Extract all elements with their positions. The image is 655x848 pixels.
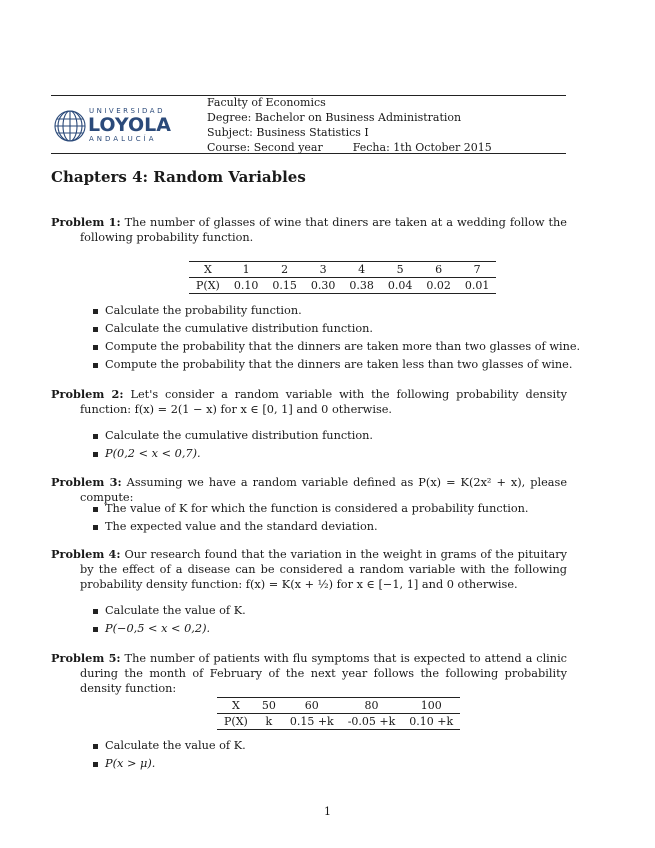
problem-label: Problem 2: xyxy=(51,387,124,401)
table-cell: P(X) xyxy=(217,714,255,730)
problem-3-bullets xyxy=(92,500,529,536)
problem-4-bullets xyxy=(92,602,246,638)
chapter-title: Chapters 4: Random Variables xyxy=(51,168,306,186)
logo-line2: LOYOLA xyxy=(88,114,171,136)
table-cell: 4 xyxy=(342,262,381,278)
problem-label: Problem 4: xyxy=(51,547,121,561)
header-info xyxy=(207,95,492,155)
list-item: Compute the probability that the dinners are taken less than two glasses of wine. xyxy=(92,356,580,374)
course-line xyxy=(207,140,492,155)
table-cell: 0.04 xyxy=(381,278,420,294)
table-cell: 0.38 xyxy=(342,278,381,294)
table-cell: 0.15 +k xyxy=(283,714,341,730)
problem-2-bullets xyxy=(92,427,373,463)
table-cell: 3 xyxy=(304,262,343,278)
table-cell: 1 xyxy=(227,262,266,278)
degree-line: Degree: Bachelor on Business Administration xyxy=(207,111,462,124)
problem-text: The number of patients with flu symptoms that is expected to attend a clinic during the month of February of the next year follows the following probability density function: xyxy=(80,652,568,695)
faculty-line: Faculty of Economics xyxy=(207,96,326,109)
problem-text: Assuming we have a random variable defined as P(x) = K(2x² + x), please compute: xyxy=(80,476,568,504)
table-row xyxy=(217,698,460,714)
table-cell: P(X) xyxy=(189,278,227,294)
table-cell: 50 xyxy=(255,698,283,714)
problem-text: Let's consider a random variable with the following probability density function: f(x) = 2(1 − x) for x ∈ [0, 1] and 0 otherwise. xyxy=(80,388,567,416)
list-item: P(−0,5 < x < 0,2). xyxy=(92,620,246,638)
table-row xyxy=(189,262,496,278)
table-cell: 0.10 +k xyxy=(402,714,460,730)
list-item: Calculate the cumulative distribution function. xyxy=(92,427,373,445)
table-cell: X xyxy=(217,698,255,714)
table-cell: 7 xyxy=(458,262,497,278)
table-cell: X xyxy=(189,262,227,278)
table-cell: 80 xyxy=(341,698,403,714)
problem-1 xyxy=(51,215,567,245)
problem-text: The number of glasses of wine that diners are taken at a wedding follow the following probability function. xyxy=(80,216,567,244)
problem-5-bullets xyxy=(92,737,246,773)
problem-2 xyxy=(51,387,567,417)
probability-table-5 xyxy=(217,697,460,730)
table-cell: 5 xyxy=(381,262,420,278)
problem-4 xyxy=(51,547,567,592)
problem-label: Problem 3: xyxy=(51,475,122,489)
logo-line1: UNIVERSIDAD xyxy=(89,107,165,115)
table-row xyxy=(217,714,460,730)
table-row xyxy=(189,278,496,294)
problem-5 xyxy=(51,651,567,696)
list-item: Calculate the probability function. xyxy=(92,302,580,320)
table-cell: 0.30 xyxy=(304,278,343,294)
course-text: Course: Second year xyxy=(207,141,323,154)
table-cell: 0.01 xyxy=(458,278,497,294)
list-item: The expected value and the standard deviation. xyxy=(92,518,529,536)
list-item: Calculate the value of K. xyxy=(92,602,246,620)
table-cell: -0.05 +k xyxy=(341,714,403,730)
list-item: Compute the probability that the dinners are taken more than two glasses of wine. xyxy=(92,338,580,356)
problem-text: Our research found that the variation in the weight in grams of the pituitary by the effect of a disease can be considered a random variable with the following probability density function: f(x) = K(x + ½) for x ∈ [−1, 1] and 0 otherwise. xyxy=(80,548,567,591)
logo-line3: ANDALUCÍA xyxy=(89,135,157,143)
table-cell: 0.02 xyxy=(419,278,458,294)
subject-line: Subject: Business Statistics I xyxy=(207,126,369,139)
list-item: P(x > μ). xyxy=(92,755,246,773)
probability-table-1 xyxy=(189,261,496,294)
list-item: P(0,2 < x < 0,7). xyxy=(92,445,373,463)
date-text: Fecha: 1th October 2015 xyxy=(352,141,492,154)
table-cell: 0.15 xyxy=(265,278,304,294)
list-item: Calculate the cumulative distribution function. xyxy=(92,320,580,338)
table-cell: k xyxy=(255,714,283,730)
table-cell: 2 xyxy=(265,262,304,278)
problem-label: Problem 5: xyxy=(51,651,121,665)
list-item: The value of K for which the function is considered a probability function. xyxy=(92,500,529,518)
table-cell: 6 xyxy=(419,262,458,278)
table-cell: 100 xyxy=(402,698,460,714)
list-item: Calculate the value of K. xyxy=(92,737,246,755)
page-number: 1 xyxy=(324,805,331,818)
problem-1-bullets xyxy=(92,302,580,374)
table-cell: 0.10 xyxy=(227,278,266,294)
problem-label: Problem 1: xyxy=(51,215,121,229)
table-cell: 60 xyxy=(283,698,341,714)
university-logo xyxy=(53,107,171,145)
